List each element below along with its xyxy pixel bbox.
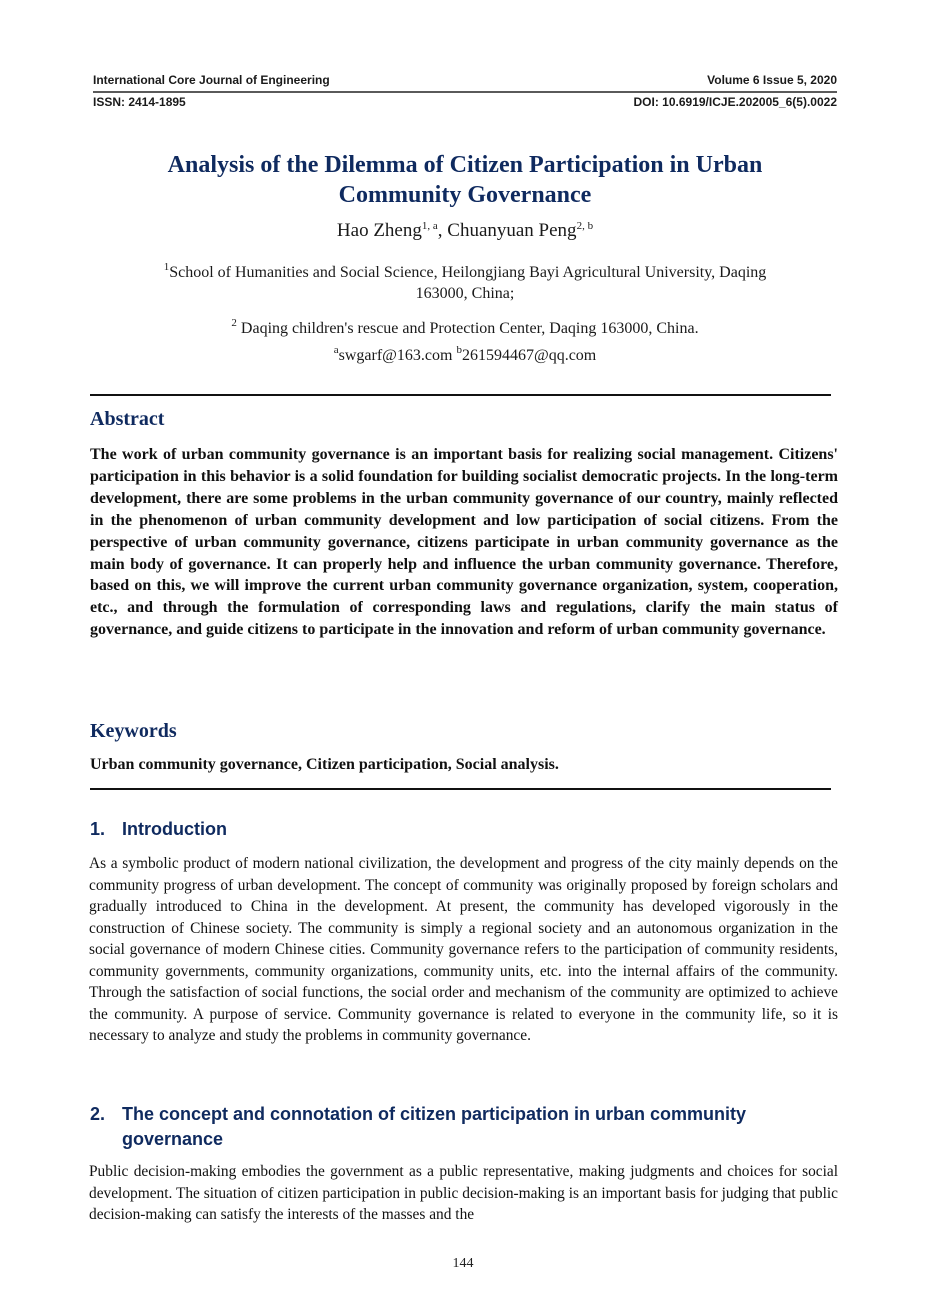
keywords-heading: Keywords xyxy=(90,720,177,742)
section-divider xyxy=(90,394,831,396)
email-link[interactable]: 261594467@qq.com xyxy=(461,347,597,364)
email-superscript: b xyxy=(456,344,462,356)
section-title: Introduction xyxy=(122,819,227,839)
author-name: Hao Zheng xyxy=(336,220,422,241)
introduction-paragraph: As a symbolic product of modern national civilization, the development and progress of the city mainly depends on the community progress of urban development. The concept of community was originally proposed by foreign scholars and gradually introduced to China in the development. At present, the community has developed vigorously in the construction of Chinese society. The community is simply a regional society and an autonomous organization in the social governance of modern Chinese cities. Community governance refers to the participation of community residents, community governments, community organizations, community units, etc. into the internal affairs of the community. Through the satisfaction of social functions, the social order and mechanism of the community are optimized to achieve the community. A purpose of service. Community governance is related to everyone in the community life, so it is necessary to analyze and study the problems in community governance. xyxy=(89,855,838,1044)
affiliation-text: School of Humanities and Social Science, Heilongjiang Bayi Agricultural University, Daqing xyxy=(169,264,767,281)
affiliation-text: Daqing children's rescue and Protection Center, Daqing 163000, China. xyxy=(236,320,699,337)
affiliation-1 xyxy=(93,257,837,304)
affiliation-superscript: 1 xyxy=(163,261,170,273)
section-heading-concept xyxy=(90,1102,838,1152)
paper-title xyxy=(93,150,837,210)
section-number: 2. xyxy=(90,1104,106,1124)
section-heading-introduction xyxy=(90,817,838,842)
volume-issue: Volume 6 Issue 5, 2020 xyxy=(707,73,837,87)
running-header-bottom xyxy=(93,95,837,109)
section-number: 1. xyxy=(90,819,106,839)
email-link[interactable]: swgarf@163.com xyxy=(338,347,457,364)
author-name: Chuanyuan Peng xyxy=(447,220,577,241)
affiliation-superscript: 2 xyxy=(231,317,237,329)
author-emails xyxy=(93,344,837,365)
author-superscript: 1, a xyxy=(421,220,438,232)
affiliation-text-line-2: 163000, China; xyxy=(415,285,515,302)
affiliation-2 xyxy=(93,313,837,339)
issn: ISSN: 2414-1895 xyxy=(93,95,186,109)
abstract-heading: Abstract xyxy=(90,408,165,430)
abstract-text: The work of urban community governance is an important basis for realizing social management. Citizens' participation in this behavior is a solid foundation for building socialist democratic projects. In the long-term development, there are some problems in the urban community governance of our country, mainly reflected in the phenomenon of urban community development and low participation of social citizens. From the perspective of urban community governance, citizens participate in urban community governance as the main body of governance. It can properly help and influence the urban community governance. Therefore, based on this, we will improve the current urban community governance organization, system, cooperation, etc., and through the formulation of corresponding laws and regulations, clarify the main status of governance, and guide citizens to participate in the innovation and reform of urban community governance. xyxy=(90,446,838,639)
running-header-top xyxy=(93,73,837,87)
author-list xyxy=(93,220,837,242)
doi: DOI: 10.6919/ICJE.202005_6(5).0022 xyxy=(633,95,837,109)
concept-paragraph: Public decision-making embodies the government as a public representative, making judgments and choices for social development. The situation of citizen participation in public decision-making is an important basis for judging that public decision-making can satisfy the interests of the masses and the xyxy=(89,1163,838,1223)
journal-name: International Core Journal of Engineering xyxy=(93,73,330,87)
title-line-1: Analysis of the Dilemma of Citizen Participation in Urban xyxy=(167,152,763,178)
keywords-text: Urban community governance, Citizen participation, Social analysis. xyxy=(90,756,559,773)
title-line-2: Community Governance xyxy=(338,182,592,208)
header-divider xyxy=(93,91,837,93)
author-separator: , xyxy=(437,220,448,241)
author-superscript: 2, b xyxy=(576,220,594,232)
section-divider xyxy=(90,788,831,790)
page-number: 144 xyxy=(452,1256,474,1271)
section-title: The concept and connotation of citizen participation in urban community governance xyxy=(122,1104,747,1149)
email-superscript: a xyxy=(333,344,339,356)
